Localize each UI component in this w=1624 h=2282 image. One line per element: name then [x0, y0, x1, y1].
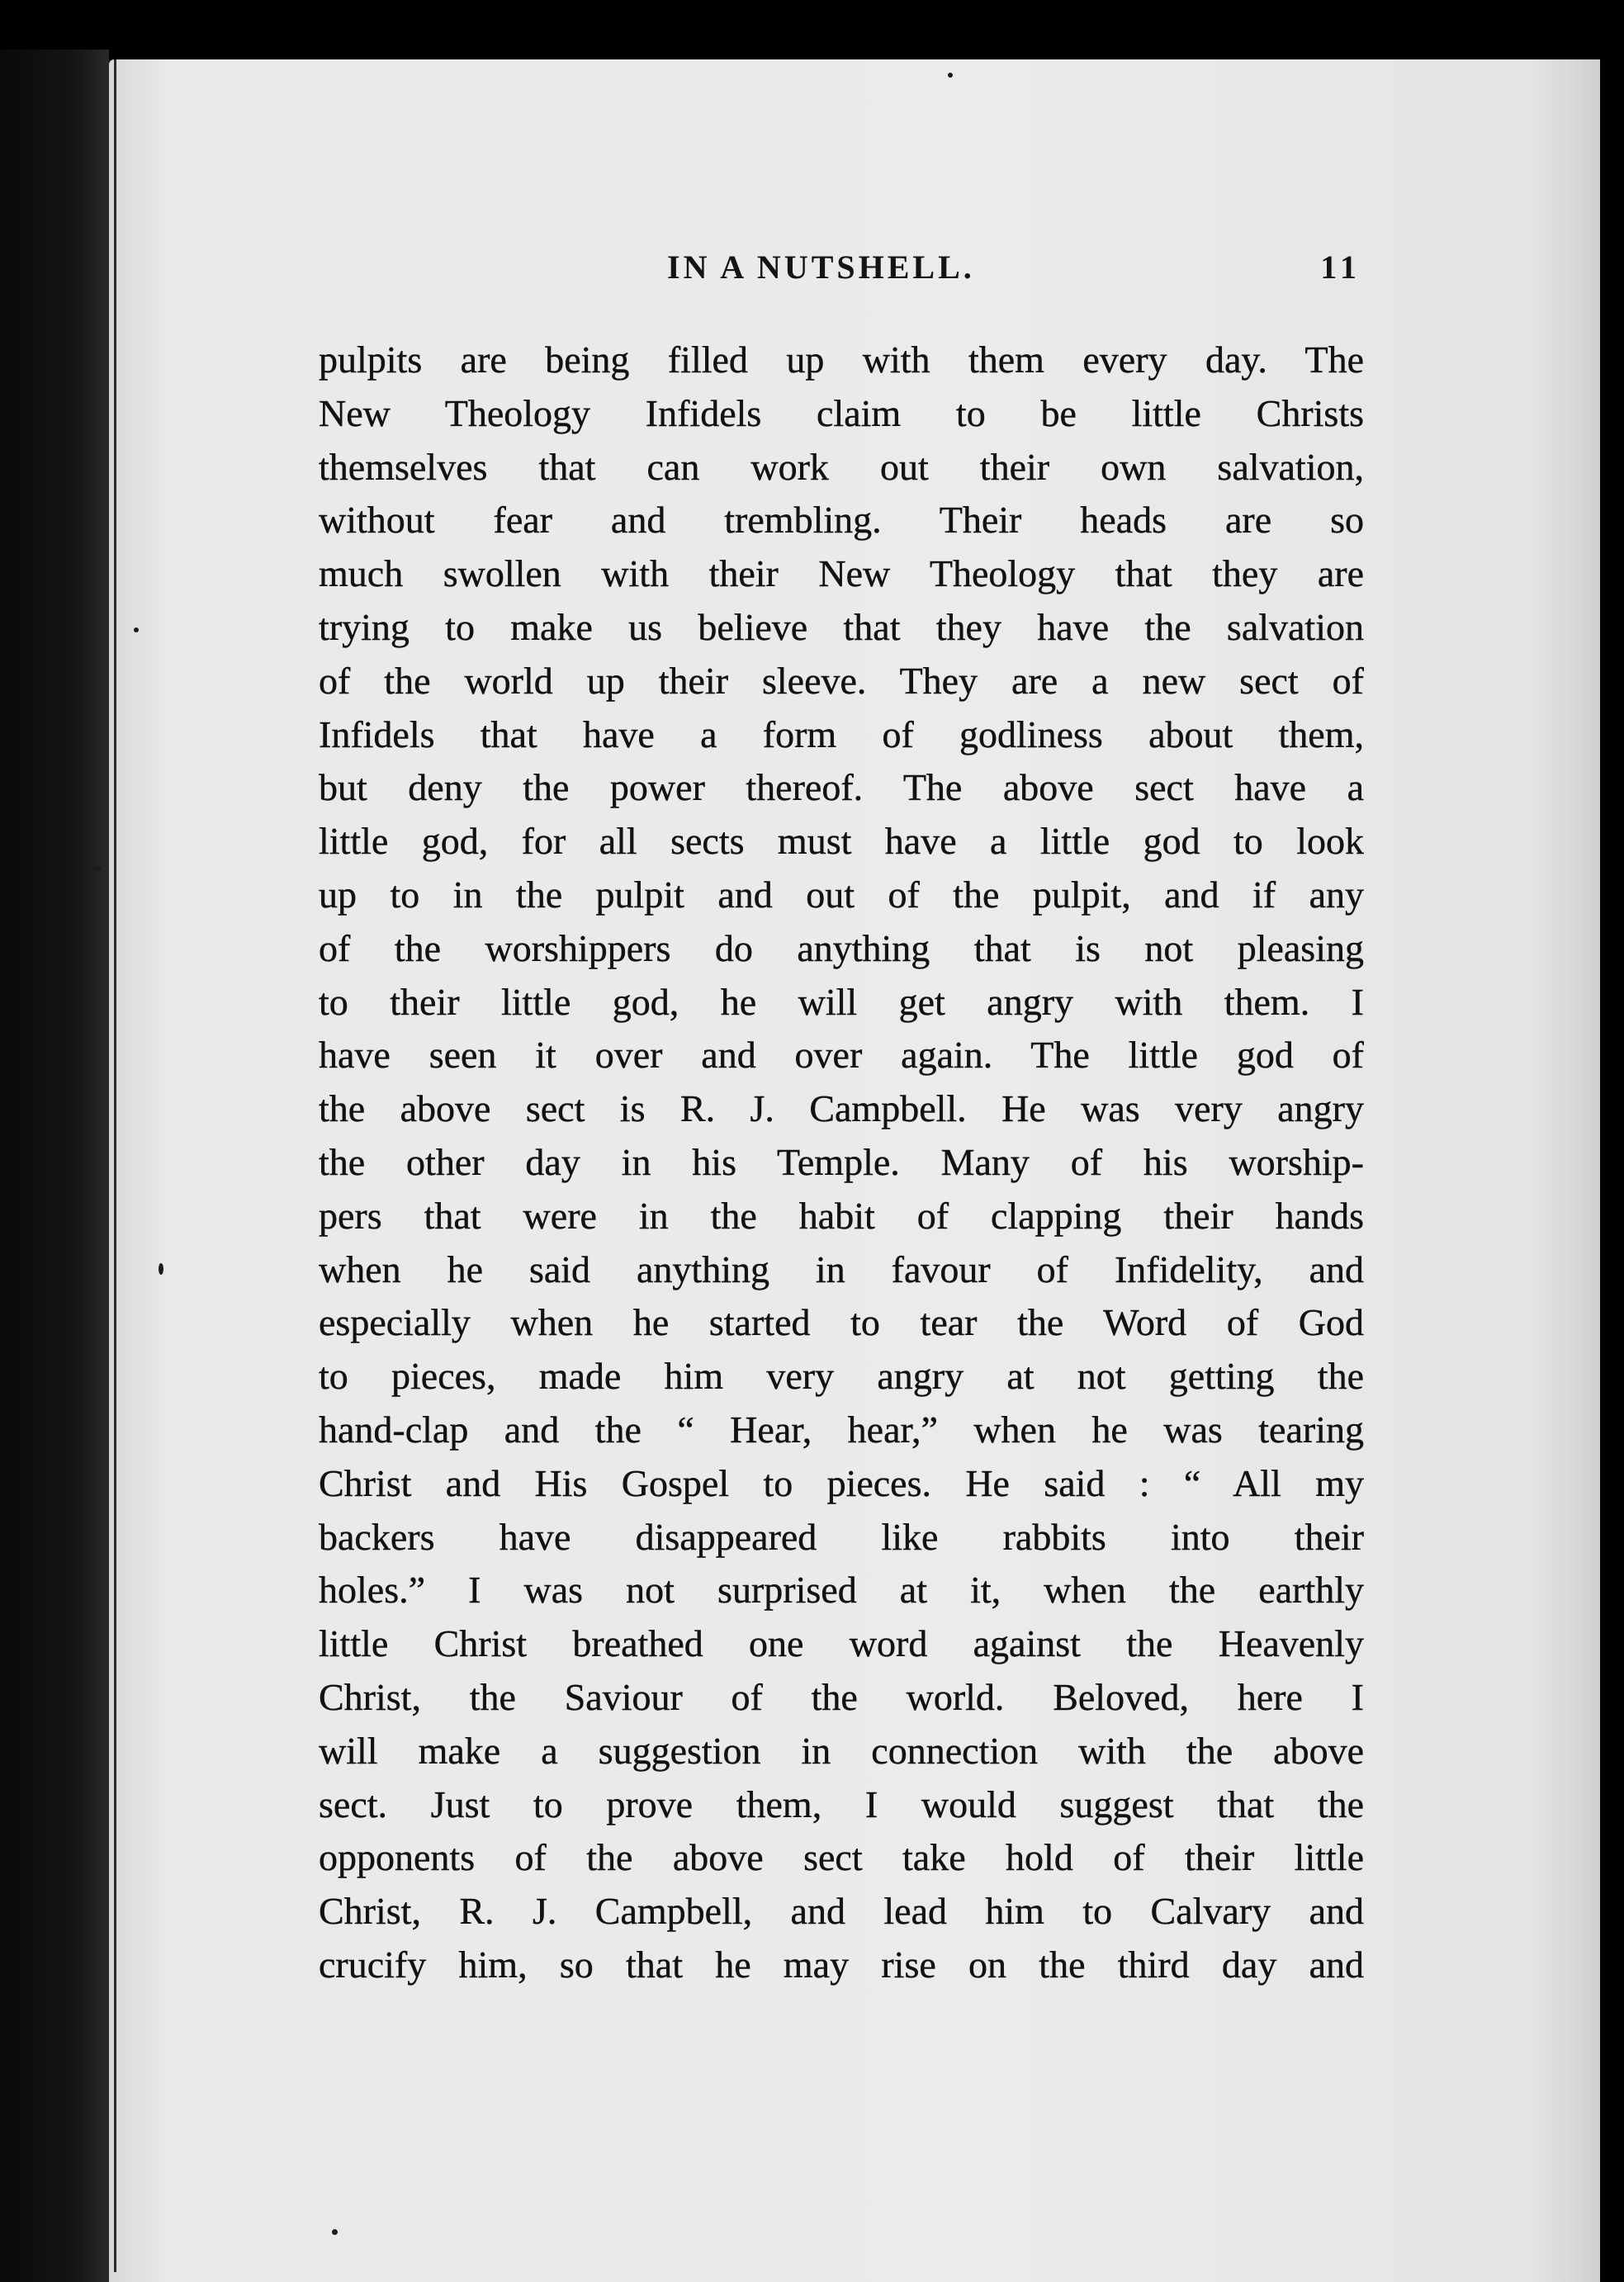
- body-text: [319, 334, 1364, 1992]
- text-line: pulpits are being filled up with them every day. The: [319, 339, 1364, 381]
- left-scan-margin: [0, 50, 109, 2282]
- text-line: especially when he started to tear the Word of God: [319, 1301, 1364, 1344]
- text-line: the above sect is R. J. Campbell. He was very angry: [319, 1087, 1364, 1130]
- text-line: crucify him, so that he may rise on the third day and: [319, 1943, 1364, 1986]
- text-line: to their little god, he will get angry with them. I: [319, 980, 1364, 1023]
- text-line: of the world up their sleeve. They are a new sect of: [319, 659, 1364, 702]
- text-line: themselves that can work out their own salvation,: [319, 445, 1364, 488]
- text-line: Christ, the Saviour of the world. Beloved, here I: [319, 1675, 1364, 1718]
- text-line: the other day in his Temple. Many of his worship-: [319, 1140, 1364, 1183]
- text-line: opponents of the above sect take hold of their little: [319, 1836, 1364, 1879]
- text-line: backers have disappeared like rabbits into their: [319, 1515, 1364, 1558]
- text-line: Christ, R. J. Campbell, and lead him to Calvary and: [319, 1890, 1364, 1933]
- text-line: but deny the power thereof. The above sect have a: [319, 766, 1364, 809]
- text-line: of the worshippers do anything that is not pleasing: [319, 926, 1364, 969]
- scan-speck: [134, 627, 139, 632]
- scan-speck: [948, 73, 953, 78]
- text-line: will make a suggestion in connection with the above: [319, 1729, 1364, 1772]
- text-line: much swollen with their New Theology that they are: [319, 552, 1364, 595]
- text-line: have seen it over and over again. The little god of: [319, 1034, 1364, 1077]
- text-line: little Christ breathed one word against the Heavenly: [319, 1622, 1364, 1665]
- page-number: 11: [1320, 249, 1361, 286]
- scan-speck: [332, 2229, 338, 2235]
- scan-speck: [159, 1263, 163, 1275]
- text-line: hand-clap and the “ Hear, hear,” when he was tearing: [319, 1408, 1364, 1451]
- text-line: Infidels that have a form of godliness about them,: [319, 713, 1364, 755]
- text-line: up to in the pulpit and out of the pulpit, and if any: [319, 873, 1364, 916]
- text-line: sect. Just to prove them, I would suggest that the: [319, 1783, 1364, 1825]
- text-line: pers that were in the habit of clapping their hands: [319, 1194, 1364, 1237]
- text-line: to pieces, made him very angry at not getting the: [319, 1355, 1364, 1398]
- text-line: New Theology Infidels claim to be little Christs: [319, 391, 1364, 434]
- text-line: holes.” I was not surprised at it, when the earthly: [319, 1569, 1364, 1612]
- text-line: Christ and His Gospel to pieces. He said : “ All my: [319, 1461, 1364, 1504]
- text-line: little god, for all sects must have a little god to look: [319, 820, 1364, 863]
- text-line: when he said anything in favour of Infidelity, and: [319, 1248, 1364, 1290]
- text-line: trying to make us believe that they have the salvation: [319, 605, 1364, 648]
- text-line: without fear and trembling. Their heads are so: [319, 499, 1364, 542]
- scan-speck: [91, 867, 101, 871]
- page-gutter-edge: [114, 59, 116, 2272]
- running-head: IN A NUTSHELL.: [667, 249, 975, 286]
